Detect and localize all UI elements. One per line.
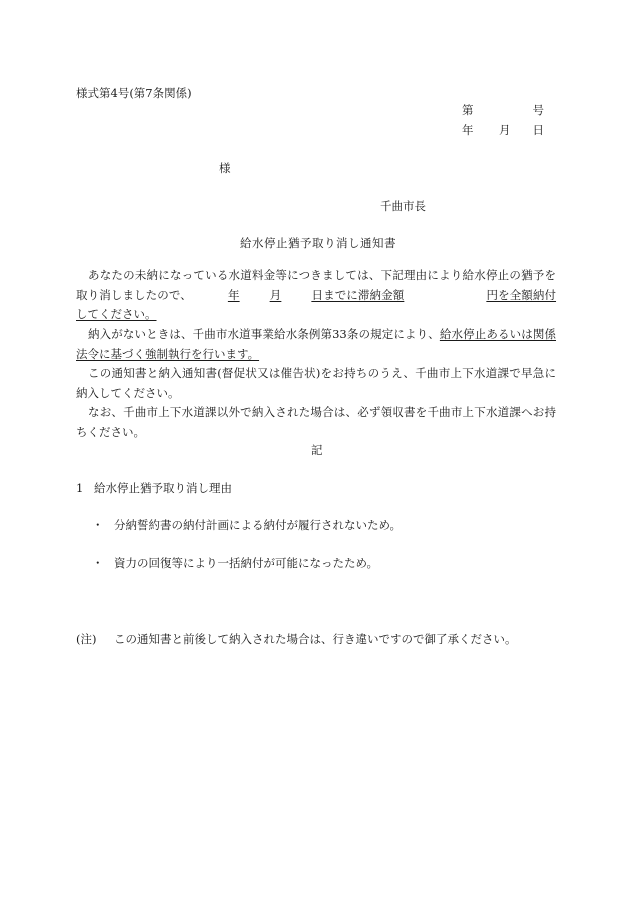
paragraph-receipt: なお、千曲市上下水道課以外で納入された場合は、必ず領収書を千曲市上下水道課へお持ちください。 xyxy=(76,405,556,439)
paragraph-payment-due xyxy=(76,266,556,325)
ki-marker: 記 xyxy=(311,443,323,457)
blank-month xyxy=(240,286,270,306)
p1-day-due: 日までに滞納金額 xyxy=(311,287,405,302)
p2-underlined: 給水停止あるいは関係法令に基づく強制執行を行います。 xyxy=(76,327,556,361)
bullet-mark: ・ xyxy=(92,556,104,570)
reason-item-2: 資力の回復等により一括納付が可能になったため。 xyxy=(114,556,379,570)
p2-text: 納入がないときは、千曲市水道事業給水条例第33条の規定により、 xyxy=(88,327,440,341)
list-item xyxy=(92,520,401,532)
number-prefix: 第 xyxy=(462,103,474,117)
reason-heading xyxy=(76,483,232,495)
date-month: 月 xyxy=(499,123,511,137)
reason-heading-text: 給水停止猶予取り消し理由 xyxy=(94,481,232,495)
note-label: (注) xyxy=(76,632,97,646)
date-day: 日 xyxy=(532,123,544,137)
form-number: 様式第4号(第7条関係) xyxy=(76,86,192,100)
blank-year xyxy=(192,286,228,306)
p1-yen: 円を全額納付してください。 xyxy=(76,287,557,321)
addressee-honorific: 様 xyxy=(219,161,231,175)
number-suffix: 号 xyxy=(532,103,544,117)
sender: 千曲市長 xyxy=(380,199,426,213)
p1-text: あなたの未納になっている水道料金等につきましては、下記理由により給水停止の猶予を取り消しましたので、 xyxy=(76,268,556,302)
date-year: 年 xyxy=(462,123,474,137)
reason-number: 1 xyxy=(76,481,84,495)
document-title: 給水停止猶予取り消し通知書 xyxy=(240,236,396,250)
p1-year: 年 xyxy=(227,287,240,302)
blank-day xyxy=(281,286,311,306)
note-text: この通知書と前後して納入された場合は、行き違いですので御了承ください。 xyxy=(114,632,517,646)
paragraph-enforcement xyxy=(76,325,556,364)
list-item xyxy=(92,558,378,570)
bullet-mark: ・ xyxy=(92,518,104,532)
footnote xyxy=(76,634,517,646)
reason-item-1: 分納誓約書の納付計画による納付が履行されないため。 xyxy=(114,518,402,532)
blank-amount xyxy=(404,286,486,306)
paragraph-payment-method: この通知書と納入通知書(督促状又は催告状)をお持ちのうえ、千曲市上下水道課で早急に納入してください。 xyxy=(76,366,556,400)
p1-month: 月 xyxy=(269,287,282,302)
